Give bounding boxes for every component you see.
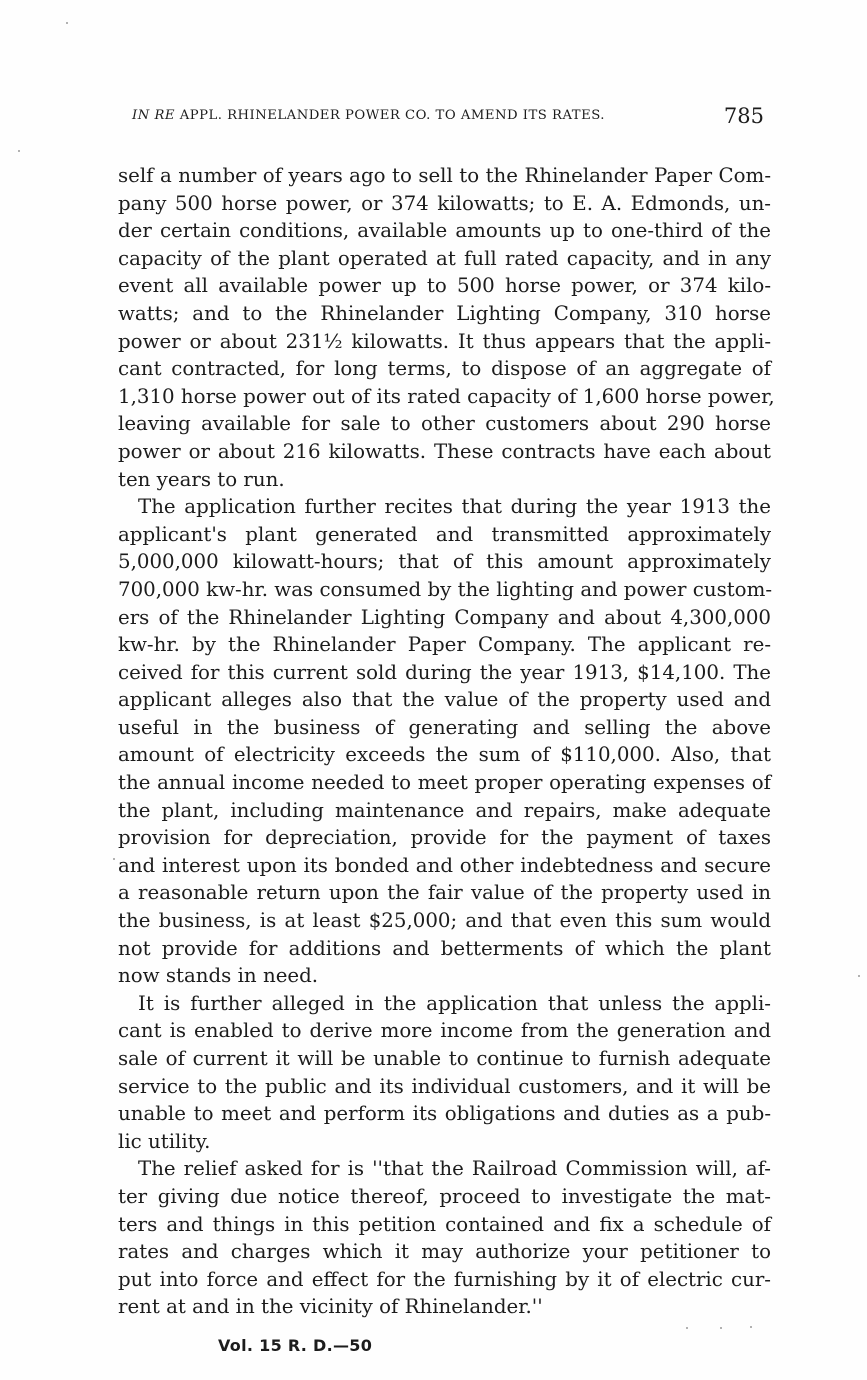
text-line: the plant, including maintenance and repairs, make adequate [118,798,771,822]
scan-speck [113,858,115,860]
text-line: event all available power up to 500 horse power, or 374 kilo- [118,274,771,298]
text-line: lic utility. [118,1129,211,1153]
text-line: pany 500 horse power, or 374 kilowatts; to E. A. Edmonds, un- [118,191,771,215]
text-line: 1,310 horse power out of its rated capacity of 1,600 horse power, [118,384,775,408]
text-line: self a number of years ago to sell to the Rhinelander Paper Com- [118,164,771,187]
text-line: service to the public and its individual customers, and it will be [118,1074,771,1098]
body-text [118,162,775,1321]
running-header [132,104,772,128]
scan-speck [750,1326,752,1328]
text-line: amount of electricity exceeds the sum of $110,000. Also, that [118,743,771,767]
text-line: rates and charges which it may authorize your petitioner to [118,1240,771,1264]
scan-speck [686,1327,688,1329]
text-line: now stands in need. [118,964,319,988]
text-line: leaving available for sale to other customers about 290 horse [118,412,771,436]
scan-speck [720,1327,722,1329]
text-line: the business, is at least $25,000; and that even this sum would [118,909,771,933]
text-line: provision for depreciation, provide for the payment of taxes [118,826,771,850]
text-line: sale of current it will be unable to continue to furnish adequate [118,1047,771,1070]
text-line: capacity of the plant operated at full rated capacity, and in any [118,246,771,270]
text-line: ceived for this current sold during the year 1913, $14,100. The [118,660,771,684]
text-line: der certain conditions, available amounts up to one-third of the [118,219,771,243]
text-line: power or about 216 kilowatts. These contracts have each about [118,439,771,463]
paragraph-first-line: The relief asked for is ''that the Railroad Commission will, af- [138,1157,771,1181]
signature-mark: Vol. 15 R. D.—50 [218,1336,373,1355]
text-line: applicant alleges also that the value of the property used and [118,688,771,712]
paragraph-first-line: It is further alleged in the application that unless the appli- [138,991,771,1015]
text-line: ters and things in this petition contained and fix a schedule of [118,1212,771,1236]
text-line: rent at and in the vicinity of Rhinelander.'' [118,1295,543,1319]
text-line: 5,000,000 kilowatt-hours; that of this amount approximately [118,550,771,574]
text-line: ers of the Rhinelander Lighting Company and about 4,300,000 [118,605,771,629]
text-line: kw-hr. by the Rhinelander Paper Company. The applicant re- [118,633,771,657]
text-line: cant is enabled to derive more income from the generation and [118,1019,771,1043]
running-title-italic: IN RE [132,108,175,123]
paragraph-first-line: The application further recites that during the year 1913 the [138,495,771,519]
page-number: 785 [723,104,764,128]
scan-speck [18,150,20,152]
text-line: the annual income needed to meet proper operating expenses of [118,771,771,795]
text-line: a reasonable return upon the fair value of the property used in [118,881,771,905]
text-line: and interest upon its bonded and other indebtedness and secure [118,853,771,877]
scan-speck [66,22,68,24]
text-line: applicant's plant generated and transmitted approximately [118,522,771,546]
text-line: cant contracted, for long terms, to dispose of an aggregate of [118,357,771,381]
running-title [132,108,605,123]
text-line: power or about 231½ kilowatts. It thus appears that the appli- [118,329,771,353]
text-line: not provide for additions and betterments of which the plant [118,936,771,960]
text-line: watts; and to the Rhinelander Lighting Company, 310 horse [118,301,771,325]
text-line: put into force and effect for the furnishing by it of electric cur- [118,1267,771,1291]
text-line: ten years to run. [118,467,285,491]
text-line: unable to meet and perform its obligations and duties as a pub- [118,1102,771,1126]
scan-speck [858,975,860,977]
text-line: 700,000 kw-hr. was consumed by the lighting and power custom- [118,577,773,601]
running-title-text: APPL. RHINELANDER POWER CO. TO AMEND ITS RATES. [175,108,605,123]
text-line: useful in the business of generating and selling the above [118,715,771,739]
text-line: ter giving due notice thereof, proceed to investigate the mat- [118,1184,771,1208]
